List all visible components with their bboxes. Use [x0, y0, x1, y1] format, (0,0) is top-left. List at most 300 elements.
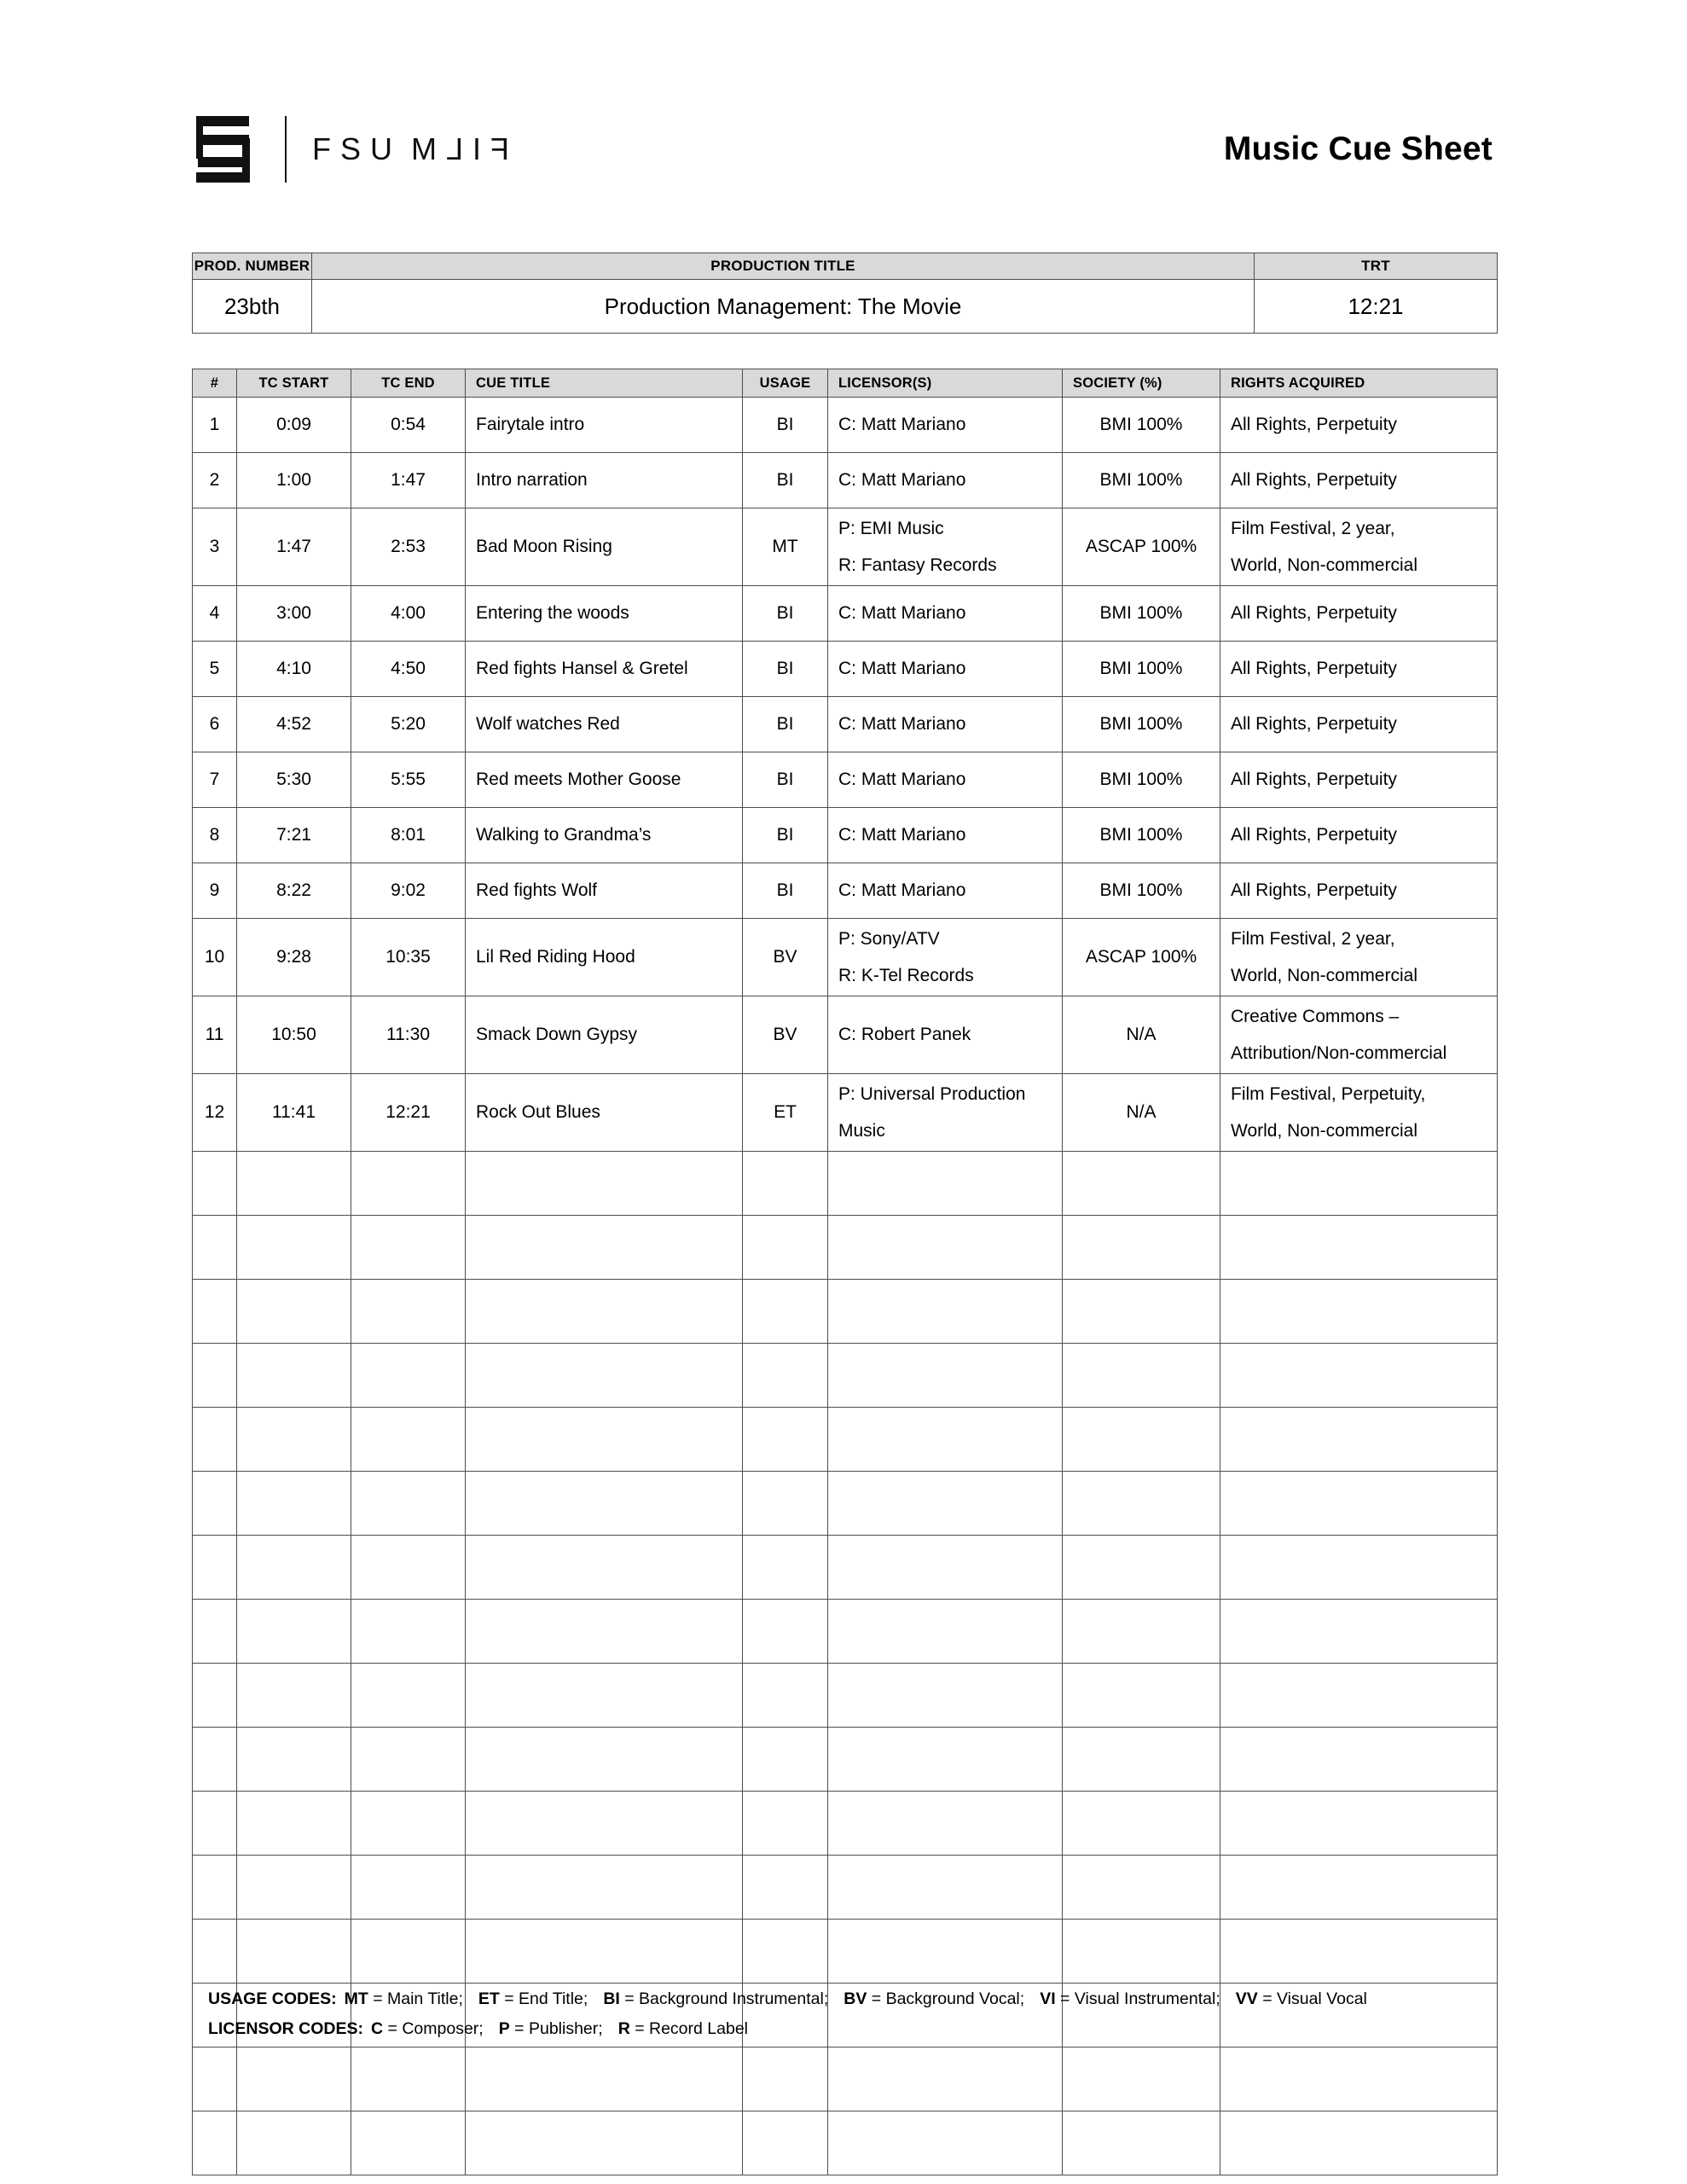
- legend-desc: = Visual Vocal: [1262, 1989, 1367, 2008]
- cell-society[interactable]: ASCAP 100%: [1063, 508, 1220, 586]
- cell-rights-empty[interactable]: [1220, 1600, 1498, 1664]
- cell-usage-empty[interactable]: [743, 1152, 828, 1216]
- cell-licensors[interactable]: [828, 752, 1063, 808]
- cell-society[interactable]: N/A: [1063, 1074, 1220, 1152]
- cell-rights[interactable]: [1220, 996, 1498, 1074]
- table-row-empty[interactable]: [193, 1664, 1498, 1728]
- column-header-tc-start: TC START: [237, 369, 351, 398]
- table-row[interactable]: [193, 398, 1498, 453]
- table-row-empty[interactable]: [193, 1152, 1498, 1216]
- cell-tc-start-empty[interactable]: [237, 2111, 351, 2175]
- cell-tc-start[interactable]: 1:00: [237, 453, 351, 508]
- cell-licensors-empty[interactable]: [828, 1344, 1063, 1408]
- table-row[interactable]: [193, 697, 1498, 752]
- legend-licensor-label: LICENSOR CODES:: [208, 2018, 364, 2038]
- cell-licensors[interactable]: [828, 453, 1063, 508]
- cell-rights-empty[interactable]: [1220, 1920, 1498, 1984]
- cell-tc-start-empty[interactable]: [237, 1216, 351, 1280]
- cell-cue-title-empty[interactable]: [466, 1600, 743, 1664]
- cell-usage-empty[interactable]: [743, 2048, 828, 2111]
- cell-cue-title-empty[interactable]: [466, 2111, 743, 2175]
- cell-tc-end[interactable]: 4:00: [351, 586, 466, 642]
- cell-tc-end-empty[interactable]: [351, 2048, 466, 2111]
- cell-cue-title-empty[interactable]: [466, 1920, 743, 1984]
- cell-society[interactable]: BMI 100%: [1063, 697, 1220, 752]
- cell-usage[interactable]: BI: [743, 586, 828, 642]
- cell-number[interactable]: 2: [193, 453, 237, 508]
- cell-licensors[interactable]: [828, 996, 1063, 1074]
- cell-rights-empty[interactable]: [1220, 1408, 1498, 1472]
- cell-licensors[interactable]: [828, 1074, 1063, 1152]
- cell-tc-start-empty[interactable]: [237, 1152, 351, 1216]
- cell-tc-start-empty[interactable]: [237, 1728, 351, 1792]
- cell-tc-end-empty[interactable]: [351, 1600, 466, 1664]
- rights-line: All Rights, Perpetuity: [1231, 603, 1397, 624]
- cell-tc-start-empty[interactable]: [237, 1536, 351, 1600]
- cell-licensors[interactable]: [828, 697, 1063, 752]
- cell-usage[interactable]: BI: [743, 863, 828, 919]
- cell-cue-title[interactable]: Entering the woods: [466, 586, 743, 642]
- cell-usage[interactable]: BI: [743, 808, 828, 863]
- cell-usage[interactable]: MT: [743, 508, 828, 586]
- cell-tc-end-empty[interactable]: [351, 1280, 466, 1344]
- cell-society-empty[interactable]: [1063, 1216, 1220, 1280]
- cell-society-empty[interactable]: [1063, 1472, 1220, 1536]
- cell-cue-title-empty[interactable]: [466, 1536, 743, 1600]
- cell-cue-title-empty[interactable]: [466, 1344, 743, 1408]
- cell-tc-end[interactable]: 0:54: [351, 398, 466, 453]
- table-row[interactable]: [193, 919, 1498, 996]
- cell-licensors-empty[interactable]: [828, 2111, 1063, 2175]
- cell-rights-empty[interactable]: [1220, 2111, 1498, 2175]
- cell-cue-title-empty[interactable]: [466, 1280, 743, 1344]
- cell-rights[interactable]: [1220, 697, 1498, 752]
- cell-society[interactable]: ASCAP 100%: [1063, 919, 1220, 996]
- cell-cue-title[interactable]: Walking to Grandma’s: [466, 808, 743, 863]
- legend-usage-item: [345, 1989, 463, 2008]
- cell-tc-end[interactable]: 12:21: [351, 1074, 466, 1152]
- cell-rights[interactable]: [1220, 863, 1498, 919]
- cell-rights[interactable]: [1220, 752, 1498, 808]
- cell-rights-empty[interactable]: [1220, 1536, 1498, 1600]
- cell-number-empty[interactable]: [193, 1664, 237, 1728]
- cell-tc-end-empty[interactable]: [351, 1216, 466, 1280]
- cell-tc-end-empty[interactable]: [351, 1344, 466, 1408]
- legend-usage-item: [478, 1989, 588, 2008]
- cell-tc-start[interactable]: 11:41: [237, 1074, 351, 1152]
- cell-usage-empty[interactable]: [743, 2111, 828, 2175]
- cell-number[interactable]: 1: [193, 398, 237, 453]
- licensor-line: C: Robert Panek: [838, 1025, 971, 1045]
- cell-tc-end[interactable]: 10:35: [351, 919, 466, 996]
- cell-licensors-empty[interactable]: [828, 2048, 1063, 2111]
- cell-tc-end[interactable]: 2:53: [351, 508, 466, 586]
- cell-society-empty[interactable]: [1063, 1152, 1220, 1216]
- cell-cue-title[interactable]: Wolf watches Red: [466, 697, 743, 752]
- cell-society-empty[interactable]: [1063, 1344, 1220, 1408]
- cell-number[interactable]: 3: [193, 508, 237, 586]
- cell-cue-title-empty[interactable]: [466, 1472, 743, 1536]
- licensor-line: C: Matt Mariano: [838, 470, 966, 491]
- cell-society-empty[interactable]: [1063, 1728, 1220, 1792]
- cell-number[interactable]: 9: [193, 863, 237, 919]
- cell-tc-end-empty[interactable]: [351, 1920, 466, 1984]
- cell-number-empty[interactable]: [193, 1792, 237, 1856]
- cell-cue-title[interactable]: Intro narration: [466, 453, 743, 508]
- brand-lockup: [194, 114, 509, 184]
- rights-line: Attribution/Non-commercial: [1231, 1043, 1447, 1063]
- cell-licensors-empty[interactable]: [828, 1792, 1063, 1856]
- cell-society[interactable]: BMI 100%: [1063, 586, 1220, 642]
- cell-licensors[interactable]: [828, 808, 1063, 863]
- cell-tc-start[interactable]: 1:47: [237, 508, 351, 586]
- table-row-empty[interactable]: [193, 1216, 1498, 1280]
- cell-society-empty[interactable]: [1063, 1600, 1220, 1664]
- masthead: [194, 102, 1493, 196]
- cell-licensors[interactable]: [828, 508, 1063, 586]
- cell-society[interactable]: BMI 100%: [1063, 398, 1220, 453]
- cell-licensors-empty[interactable]: [828, 1408, 1063, 1472]
- cell-tc-end[interactable]: 11:30: [351, 996, 466, 1074]
- cell-number-empty[interactable]: [193, 1600, 237, 1664]
- cell-society[interactable]: BMI 100%: [1063, 752, 1220, 808]
- table-row-empty[interactable]: [193, 2111, 1498, 2175]
- cell-tc-end-empty[interactable]: [351, 1152, 466, 1216]
- cell-licensors-empty[interactable]: [828, 1152, 1063, 1216]
- logo-wordmark: [312, 131, 510, 166]
- column-header-licensors: LICENSOR(S): [828, 369, 1063, 398]
- table-row[interactable]: [193, 508, 1498, 586]
- table-row-empty[interactable]: [193, 1344, 1498, 1408]
- cell-number[interactable]: 4: [193, 586, 237, 642]
- cell-usage-empty[interactable]: [743, 1600, 828, 1664]
- table-row[interactable]: [193, 453, 1498, 508]
- cell-tc-end-empty[interactable]: [351, 2111, 466, 2175]
- cell-society-empty[interactable]: [1063, 1792, 1220, 1856]
- cell-rights-empty[interactable]: [1220, 2048, 1498, 2111]
- legend-licensor-item: [618, 2019, 748, 2038]
- table-row[interactable]: [193, 863, 1498, 919]
- licensor-line: C: Matt Mariano: [838, 880, 966, 901]
- table-row-empty[interactable]: [193, 1600, 1498, 1664]
- value-trt[interactable]: 12:21: [1255, 280, 1498, 334]
- cell-usage-empty[interactable]: [743, 1536, 828, 1600]
- cell-society[interactable]: N/A: [1063, 996, 1220, 1074]
- cell-tc-end[interactable]: 4:50: [351, 642, 466, 697]
- cell-number-empty[interactable]: [193, 1408, 237, 1472]
- cell-licensors-empty[interactable]: [828, 1856, 1063, 1920]
- cell-number[interactable]: 8: [193, 808, 237, 863]
- cell-rights-empty[interactable]: [1220, 1792, 1498, 1856]
- rights-line: Film Festival, 2 year,: [1231, 518, 1395, 538]
- cell-tc-end-empty[interactable]: [351, 1856, 466, 1920]
- table-row[interactable]: [193, 996, 1498, 1074]
- cell-cue-title-empty[interactable]: [466, 1408, 743, 1472]
- cell-number[interactable]: 10: [193, 919, 237, 996]
- cell-number[interactable]: 6: [193, 697, 237, 752]
- cell-usage-empty[interactable]: [743, 1920, 828, 1984]
- cell-usage[interactable]: BI: [743, 453, 828, 508]
- cell-tc-end-empty[interactable]: [351, 1472, 466, 1536]
- cell-rights-empty[interactable]: [1220, 1280, 1498, 1344]
- cell-tc-start-empty[interactable]: [237, 2048, 351, 2111]
- cell-number[interactable]: 11: [193, 996, 237, 1074]
- cell-tc-start[interactable]: 4:52: [237, 697, 351, 752]
- table-row-empty[interactable]: [193, 1408, 1498, 1472]
- cell-usage[interactable]: ET: [743, 1074, 828, 1152]
- cell-tc-start-empty[interactable]: [237, 1280, 351, 1344]
- cell-cue-title-empty[interactable]: [466, 1728, 743, 1792]
- rights-line: World, Non-commercial: [1231, 966, 1417, 985]
- licensor-line: Music: [838, 1121, 885, 1141]
- cell-society[interactable]: BMI 100%: [1063, 642, 1220, 697]
- legend-code: ET: [478, 1989, 500, 2008]
- rights-line: World, Non-commercial: [1231, 555, 1417, 575]
- cell-tc-start[interactable]: 3:00: [237, 586, 351, 642]
- cell-tc-start[interactable]: 5:30: [237, 752, 351, 808]
- cell-rights-empty[interactable]: [1220, 1472, 1498, 1536]
- table-row-empty[interactable]: [193, 2048, 1498, 2111]
- cell-rights-empty[interactable]: [1220, 1344, 1498, 1408]
- cell-tc-start[interactable]: 0:09: [237, 398, 351, 453]
- cell-usage-empty[interactable]: [743, 1344, 828, 1408]
- cell-number-empty[interactable]: [193, 1472, 237, 1536]
- cell-tc-start[interactable]: 9:28: [237, 919, 351, 996]
- cell-usage-empty[interactable]: [743, 1856, 828, 1920]
- legend-code: MT: [344, 1989, 368, 2008]
- licensor-line: C: Matt Mariano: [838, 659, 966, 679]
- cell-tc-end[interactable]: 5:55: [351, 752, 466, 808]
- cell-tc-start[interactable]: 8:22: [237, 863, 351, 919]
- cell-tc-end-empty[interactable]: [351, 1792, 466, 1856]
- cell-society-empty[interactable]: [1063, 2111, 1220, 2175]
- cell-licensors-empty[interactable]: [828, 1600, 1063, 1664]
- cell-usage[interactable]: BI: [743, 642, 828, 697]
- legend-usage-label: USAGE CODES:: [208, 1989, 337, 2008]
- cell-rights[interactable]: [1220, 508, 1498, 586]
- cell-tc-start[interactable]: 4:10: [237, 642, 351, 697]
- cell-cue-title[interactable]: Lil Red Riding Hood: [466, 919, 743, 996]
- legend-code: P: [498, 2018, 510, 2038]
- table-row-empty[interactable]: [193, 1856, 1498, 1920]
- cell-cue-title[interactable]: Rock Out Blues: [466, 1074, 743, 1152]
- table-row[interactable]: [193, 642, 1498, 697]
- cell-society[interactable]: BMI 100%: [1063, 863, 1220, 919]
- cell-usage[interactable]: BI: [743, 398, 828, 453]
- legend-code: BV: [844, 1989, 867, 2008]
- cell-number-empty[interactable]: [193, 1536, 237, 1600]
- cell-cue-title[interactable]: Smack Down Gypsy: [466, 996, 743, 1074]
- cell-tc-end-empty[interactable]: [351, 1664, 466, 1728]
- header-prod-number: PROD. NUMBER: [193, 253, 312, 280]
- cell-licensors[interactable]: [828, 863, 1063, 919]
- cell-society[interactable]: BMI 100%: [1063, 808, 1220, 863]
- table-row[interactable]: [193, 808, 1498, 863]
- cell-number-empty[interactable]: [193, 1856, 237, 1920]
- cell-usage-empty[interactable]: [743, 1280, 828, 1344]
- cell-tc-start[interactable]: 7:21: [237, 808, 351, 863]
- fsufilm-monogram-icon: [194, 114, 261, 184]
- table-row-empty[interactable]: [193, 1728, 1498, 1792]
- rights-line: All Rights, Perpetuity: [1231, 770, 1397, 790]
- cell-cue-title-empty[interactable]: [466, 1792, 743, 1856]
- cell-number-empty[interactable]: [193, 2111, 237, 2175]
- cell-tc-start-empty[interactable]: [237, 1664, 351, 1728]
- legend-desc: = Composer;: [387, 2018, 484, 2038]
- cell-licensors-empty[interactable]: [828, 1536, 1063, 1600]
- cell-cue-title[interactable]: Red fights Hansel & Gretel: [466, 642, 743, 697]
- legend-licensor-item: [371, 2019, 484, 2038]
- table-row-empty[interactable]: [193, 1472, 1498, 1536]
- value-prod-number[interactable]: 23bth: [193, 280, 312, 334]
- cell-usage[interactable]: BV: [743, 919, 828, 996]
- cell-society[interactable]: BMI 100%: [1063, 453, 1220, 508]
- legend-desc: = Background Vocal;: [871, 1989, 1025, 2008]
- cell-usage[interactable]: BI: [743, 697, 828, 752]
- rights-line: Film Festival, Perpetuity,: [1231, 1083, 1426, 1104]
- cell-tc-end[interactable]: 8:01: [351, 808, 466, 863]
- legend-desc: = Record Label: [635, 2018, 748, 2038]
- cell-number-empty[interactable]: [193, 1280, 237, 1344]
- cell-cue-title-empty[interactable]: [466, 1664, 743, 1728]
- cell-tc-start-empty[interactable]: [237, 1920, 351, 1984]
- cell-cue-title[interactable]: Bad Moon Rising: [466, 508, 743, 586]
- cell-licensors-empty[interactable]: [828, 1472, 1063, 1536]
- rights-line: All Rights, Perpetuity: [1231, 825, 1397, 845]
- cell-usage-empty[interactable]: [743, 1216, 828, 1280]
- cell-rights-empty[interactable]: [1220, 1152, 1498, 1216]
- cell-licensors[interactable]: [828, 642, 1063, 697]
- cell-usage-empty[interactable]: [743, 1728, 828, 1792]
- cell-society-empty[interactable]: [1063, 1408, 1220, 1472]
- cell-cue-title[interactable]: Fairytale intro: [466, 398, 743, 453]
- cell-cue-title-empty[interactable]: [466, 2048, 743, 2111]
- cell-licensors-empty[interactable]: [828, 1728, 1063, 1792]
- table-row-empty[interactable]: [193, 1920, 1498, 1984]
- column-header-society: SOCIETY (%): [1063, 369, 1220, 398]
- legend-desc: = Background Instrumental;: [624, 1989, 829, 2008]
- licensor-line: C: Matt Mariano: [838, 825, 966, 845]
- cell-tc-start-empty[interactable]: [237, 1408, 351, 1472]
- cell-tc-start-empty[interactable]: [237, 1856, 351, 1920]
- legend-usage-codes: [208, 1986, 1504, 2013]
- cell-usage[interactable]: BV: [743, 996, 828, 1074]
- cell-society-empty[interactable]: [1063, 1856, 1220, 1920]
- licensor-line: C: Matt Mariano: [838, 714, 966, 735]
- cell-rights[interactable]: [1220, 453, 1498, 508]
- cell-tc-start-empty[interactable]: [237, 1792, 351, 1856]
- cell-usage-empty[interactable]: [743, 1472, 828, 1536]
- cell-cue-title-empty[interactable]: [466, 1152, 743, 1216]
- cell-rights[interactable]: [1220, 1074, 1498, 1152]
- cell-cue-title-empty[interactable]: [466, 1216, 743, 1280]
- legend-desc: = Main Title;: [373, 1989, 463, 2008]
- cell-tc-end[interactable]: 5:20: [351, 697, 466, 752]
- cell-rights[interactable]: [1220, 586, 1498, 642]
- cell-tc-end-empty[interactable]: [351, 1408, 466, 1472]
- cell-number-empty[interactable]: [193, 1728, 237, 1792]
- cell-cue-title[interactable]: Red fights Wolf: [466, 863, 743, 919]
- cell-rights-empty[interactable]: [1220, 1216, 1498, 1280]
- rights-line: World, Non-commercial: [1231, 1121, 1417, 1141]
- table-row-empty[interactable]: [193, 1280, 1498, 1344]
- cell-society-empty[interactable]: [1063, 1280, 1220, 1344]
- cell-tc-end-empty[interactable]: [351, 1536, 466, 1600]
- cell-society-empty[interactable]: [1063, 2048, 1220, 2111]
- header-trt: TRT: [1255, 253, 1498, 280]
- cell-licensors-empty[interactable]: [828, 1280, 1063, 1344]
- cell-number[interactable]: 7: [193, 752, 237, 808]
- cell-rights-empty[interactable]: [1220, 1664, 1498, 1728]
- cell-rights[interactable]: [1220, 642, 1498, 697]
- cell-usage-empty[interactable]: [743, 1664, 828, 1728]
- cell-society-empty[interactable]: [1063, 1664, 1220, 1728]
- production-info-value-row: [193, 280, 1498, 334]
- value-production-title[interactable]: Production Management: The Movie: [312, 280, 1255, 334]
- cell-rights[interactable]: [1220, 808, 1498, 863]
- cell-number[interactable]: 5: [193, 642, 237, 697]
- cell-licensors[interactable]: [828, 398, 1063, 453]
- cell-cue-title-empty[interactable]: [466, 1856, 743, 1920]
- cell-licensors-empty[interactable]: [828, 1664, 1063, 1728]
- rights-line: Creative Commons –: [1231, 1006, 1400, 1026]
- cell-number[interactable]: 12: [193, 1074, 237, 1152]
- rights-line: Film Festival, 2 year,: [1231, 928, 1395, 949]
- header-production-title: PRODUCTION TITLE: [312, 253, 1255, 280]
- legend-desc: = Visual Instrumental;: [1060, 1989, 1220, 2008]
- cell-usage-empty[interactable]: [743, 1792, 828, 1856]
- cell-number-empty[interactable]: [193, 2048, 237, 2111]
- cell-tc-start-empty[interactable]: [237, 1600, 351, 1664]
- cell-usage-empty[interactable]: [743, 1408, 828, 1472]
- licensor-line: C: Matt Mariano: [838, 603, 966, 624]
- cell-tc-start-empty[interactable]: [237, 1472, 351, 1536]
- legend-desc: = End Title;: [504, 1989, 588, 2008]
- cell-licensors-empty[interactable]: [828, 1920, 1063, 1984]
- cell-tc-end-empty[interactable]: [351, 1728, 466, 1792]
- cell-number-empty[interactable]: [193, 1920, 237, 1984]
- cell-society-empty[interactable]: [1063, 1536, 1220, 1600]
- cell-licensors-empty[interactable]: [828, 1216, 1063, 1280]
- table-row-empty[interactable]: [193, 1536, 1498, 1600]
- cell-licensors[interactable]: [828, 586, 1063, 642]
- cell-number-empty[interactable]: [193, 1152, 237, 1216]
- cell-rights-empty[interactable]: [1220, 1856, 1498, 1920]
- production-info-header-row: [193, 253, 1498, 280]
- cell-cue-title[interactable]: Red meets Mother Goose: [466, 752, 743, 808]
- cell-tc-start-empty[interactable]: [237, 1344, 351, 1408]
- cell-society-empty[interactable]: [1063, 1920, 1220, 1984]
- cell-tc-end[interactable]: 1:47: [351, 453, 466, 508]
- cell-licensors[interactable]: [828, 919, 1063, 996]
- cell-number-empty[interactable]: [193, 1344, 237, 1408]
- legend-usage-item: [1236, 1989, 1367, 2008]
- table-row-empty[interactable]: [193, 1792, 1498, 1856]
- cell-rights[interactable]: [1220, 398, 1498, 453]
- licensor-line: P: Universal Production: [838, 1083, 1026, 1104]
- legend-code: VV: [1235, 1989, 1258, 2008]
- table-row[interactable]: [193, 1074, 1498, 1152]
- cell-rights-empty[interactable]: [1220, 1728, 1498, 1792]
- cell-number-empty[interactable]: [193, 1216, 237, 1280]
- cell-usage[interactable]: BI: [743, 752, 828, 808]
- cell-tc-end[interactable]: 9:02: [351, 863, 466, 919]
- cell-tc-start[interactable]: 10:50: [237, 996, 351, 1074]
- cell-rights[interactable]: [1220, 919, 1498, 996]
- rights-line: All Rights, Perpetuity: [1231, 415, 1397, 435]
- table-row[interactable]: [193, 752, 1498, 808]
- table-row[interactable]: [193, 586, 1498, 642]
